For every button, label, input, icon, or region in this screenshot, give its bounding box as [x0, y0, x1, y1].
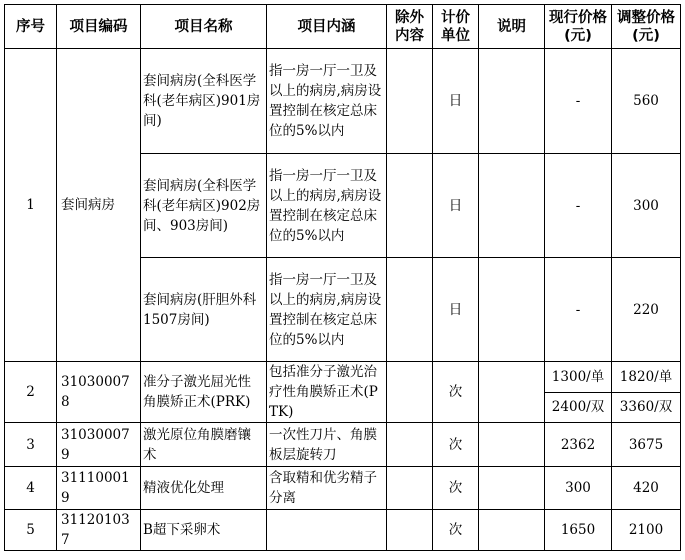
- content-cell: 包括准分子激光治疗性角膜矫正术(PTK): [267, 362, 387, 423]
- header-content: 项目内涵: [267, 5, 387, 49]
- content-cell: 含取精和优劣精子分离: [267, 467, 387, 510]
- name-cell: 套间病房(全科医学科(老年病区)902房间、903房间): [141, 154, 267, 258]
- name-cell: 精液优化处理: [141, 467, 267, 510]
- header-seq: 序号: [5, 5, 57, 49]
- unit-cell: 次: [433, 467, 479, 510]
- content-cell: 指一房一厅一卫及以上的病房,病房设置控制在核定总床位的5%以内: [267, 49, 387, 154]
- excluded-cell: [387, 423, 433, 467]
- name-cell: 准分子激光屈光性角膜矫正术(PRK): [141, 362, 267, 423]
- content-cell: [267, 510, 387, 551]
- name-cell: 套间病房(肝胆外科1507房间): [141, 258, 267, 362]
- excluded-cell: [387, 154, 433, 258]
- seq-cell: 1: [5, 49, 57, 362]
- adjusted-price-cell: 420: [612, 467, 681, 510]
- note-cell: [479, 258, 545, 362]
- note-cell: [479, 423, 545, 467]
- unit-cell: 日: [433, 49, 479, 154]
- header-excluded: 除外内容: [387, 5, 433, 49]
- adjusted-price-cell: 560: [612, 49, 681, 154]
- code-cell: 310300079: [57, 423, 141, 467]
- current-price-cell: 1650: [545, 510, 612, 551]
- adjusted-price-cell: 1820/单: [612, 362, 681, 393]
- table-row: [5, 362, 681, 393]
- seq-cell: 4: [5, 467, 57, 510]
- header-current-price: 现行价格(元): [545, 5, 612, 49]
- note-cell: [479, 510, 545, 551]
- seq-cell: 3: [5, 423, 57, 467]
- content-cell: 指一房一厅一卫及以上的病房,病房设置控制在核定总床位的5%以内: [267, 258, 387, 362]
- excluded-cell: [387, 49, 433, 154]
- adjusted-price-cell: 220: [612, 258, 681, 362]
- table-row: [5, 49, 681, 154]
- current-price-cell: 2400/双: [545, 392, 612, 423]
- table-row: [5, 467, 681, 510]
- seq-cell: 5: [5, 510, 57, 551]
- code-cell: 310300078: [57, 362, 141, 423]
- unit-cell: 次: [433, 362, 479, 423]
- current-price-cell: 1300/单: [545, 362, 612, 393]
- note-cell: [479, 154, 545, 258]
- current-price-cell: -: [545, 258, 612, 362]
- current-price-cell: 300: [545, 467, 612, 510]
- current-price-cell: -: [545, 49, 612, 154]
- table-row: [5, 510, 681, 551]
- content-cell: 一次性刀片、角膜板层旋转刀: [267, 423, 387, 467]
- excluded-cell: [387, 362, 433, 423]
- current-price-cell: 2362: [545, 423, 612, 467]
- group-name-cell: 套间病房: [57, 49, 141, 362]
- price-table: [4, 4, 681, 551]
- adjusted-price-cell: 3675: [612, 423, 681, 467]
- adjusted-price-cell: 3360/双: [612, 392, 681, 423]
- unit-cell: 次: [433, 423, 479, 467]
- header-name: 项目名称: [141, 5, 267, 49]
- unit-cell: 日: [433, 154, 479, 258]
- header-row: [5, 5, 681, 49]
- name-cell: 激光原位角膜磨镶术: [141, 423, 267, 467]
- note-cell: [479, 467, 545, 510]
- table-row: [5, 423, 681, 467]
- adjusted-price-cell: 2100: [612, 510, 681, 551]
- content-cell: 指一房一厅一卫及以上的病房,病房设置控制在核定总床位的5%以内: [267, 154, 387, 258]
- header-code: 项目编码: [57, 5, 141, 49]
- name-cell: 套间病房(全科医学科(老年病区)901房间): [141, 49, 267, 154]
- header-note: 说明: [479, 5, 545, 49]
- excluded-cell: [387, 510, 433, 551]
- excluded-cell: [387, 467, 433, 510]
- code-cell: 311100019: [57, 467, 141, 510]
- seq-cell: 2: [5, 362, 57, 423]
- name-cell: B超下采卵术: [141, 510, 267, 551]
- note-cell: [479, 362, 545, 423]
- unit-cell: 日: [433, 258, 479, 362]
- header-adjusted-price: 调整价格(元): [612, 5, 681, 49]
- code-cell: 311201037: [57, 510, 141, 551]
- header-unit: 计价单位: [433, 5, 479, 49]
- excluded-cell: [387, 258, 433, 362]
- adjusted-price-cell: 300: [612, 154, 681, 258]
- note-cell: [479, 49, 545, 154]
- unit-cell: 次: [433, 510, 479, 551]
- current-price-cell: -: [545, 154, 612, 258]
